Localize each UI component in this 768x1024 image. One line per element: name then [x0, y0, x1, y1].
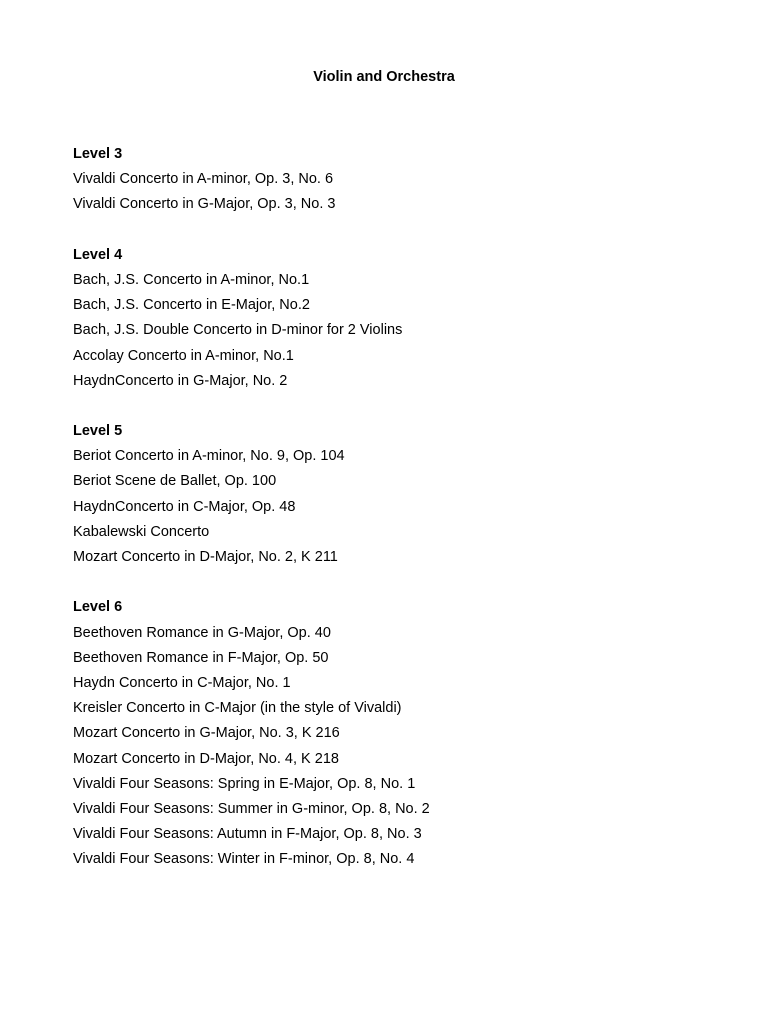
list-item: Beriot Scene de Ballet, Op. 100 — [73, 473, 277, 490]
list-item: HaydnConcerto in C-Major, Op. 48 — [73, 498, 296, 515]
section-level-5 — [73, 419, 713, 570]
list-item: Mozart Concerto in D-Major, No. 2, K 211 — [73, 549, 338, 565]
section-level-4 — [73, 243, 713, 394]
list-item: Vivaldi Concerto in A-minor, Op. 3, No. 6 — [73, 171, 334, 188]
list-item: HaydnConcerto in G-Major, No. 2 — [73, 372, 288, 389]
list-item: Vivaldi Four Seasons: Autumn in F-Major, Op. 8, No. 3 — [73, 826, 422, 843]
list-item: Vivaldi Four Seasons: Summer in G-minor, Op. 8, No. 2 — [73, 800, 430, 817]
list-item: Bach, J.S. Concerto in A-minor, No.1 — [73, 271, 310, 288]
list-item: Mozart Concerto in D-Major, No. 4, K 218 — [73, 750, 339, 767]
section-heading: Level 6 — [73, 599, 123, 616]
list-item: Vivaldi Four Seasons: Spring in E-Major, Op. 8, No. 1 — [73, 775, 416, 792]
list-item: Beethoven Romance in G-Major, Op. 40 — [73, 624, 331, 641]
section-heading: Level 5 — [73, 423, 123, 440]
list-item: Vivaldi Four Seasons: Winter in F-minor, Op. 8, No. 4 — [73, 851, 415, 868]
section-level-3 — [73, 142, 713, 218]
list-item: Bach, J.S. Double Concerto in D-minor for 2 Violins — [73, 322, 403, 339]
repertoire-list — [73, 142, 713, 898]
section-heading: Level 4 — [73, 246, 123, 263]
list-item: Bach, J.S. Concerto in E-Major, No.2 — [73, 297, 310, 314]
list-item: Beethoven Romance in F-Major, Op. 50 — [73, 649, 329, 666]
list-item: Mozart Concerto in G-Major, No. 3, K 216 — [73, 725, 340, 742]
section-level-6 — [73, 595, 713, 872]
list-item: Kreisler Concerto in C-Major (in the style of Vivaldi) — [73, 700, 402, 717]
list-item: Accolay Concerto in A-minor, No.1 — [73, 347, 294, 364]
list-item: Haydn Concerto in C-Major, No. 1 — [73, 674, 291, 691]
section-heading: Level 3 — [73, 146, 123, 162]
page-title: Violin and Orchestra — [313, 69, 455, 85]
list-item: Vivaldi Concerto in G-Major, Op. 3, No. 3 — [73, 196, 336, 213]
list-item: Beriot Concerto in A-minor, No. 9, Op. 104 — [73, 448, 345, 465]
list-item: Kabalewski Concerto — [73, 523, 210, 540]
